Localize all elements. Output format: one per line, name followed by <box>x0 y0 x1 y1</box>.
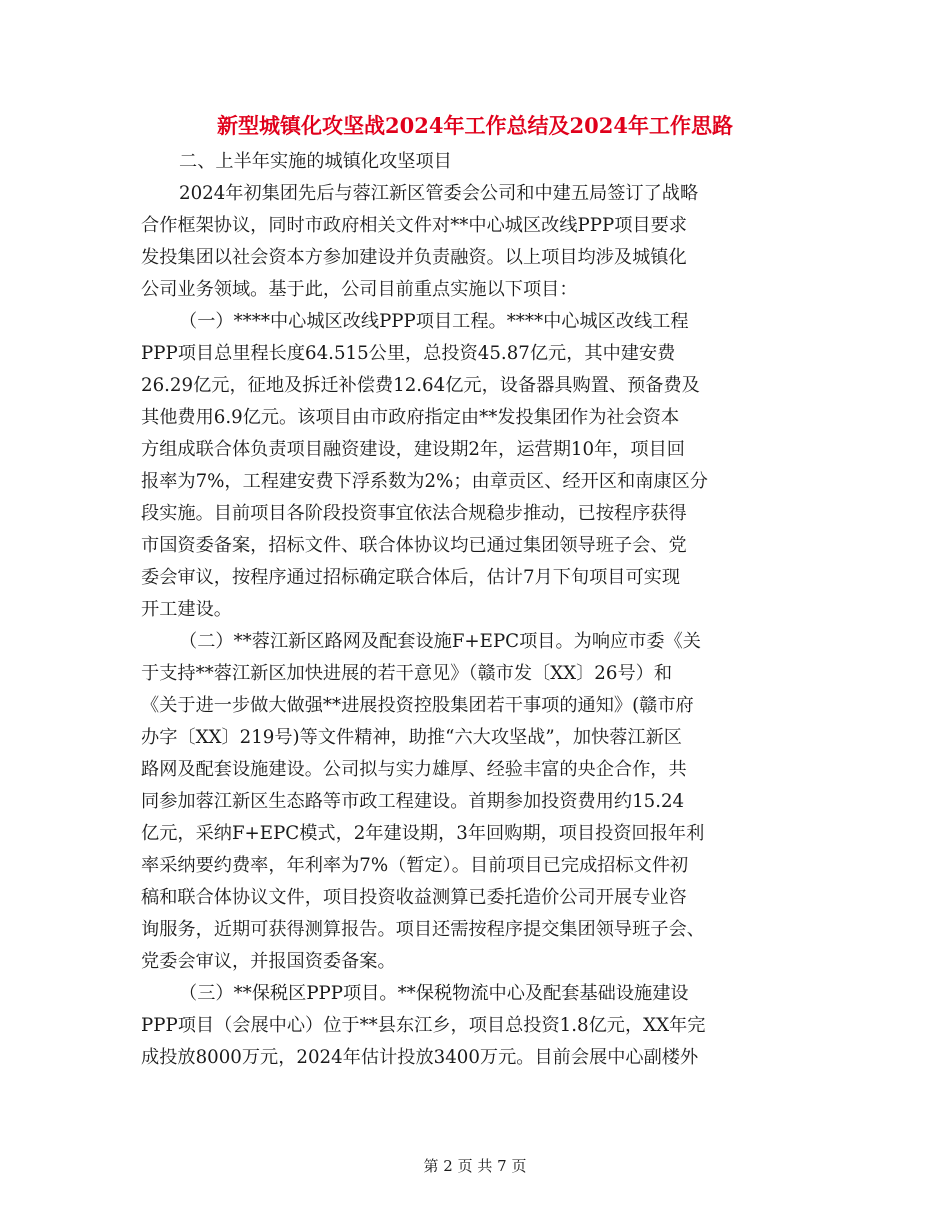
paragraph-line: （二）**蓉江新区路网及配套设施F+EPC项目。为响应市委《关 <box>179 631 701 652</box>
document-body <box>141 146 808 1074</box>
paragraph-line: （一）****中心城区改线PPP项目工程。****中心城区改线工程 <box>179 311 689 332</box>
paragraph-line: 报率为7%，工程建安费下浮系数为2%；由章贡区、经开区和南康区分 <box>141 471 708 492</box>
paragraph-line: 办字〔XX〕219号)等文件精神，助推“六大攻坚战”，加快蓉江新区 <box>141 727 682 748</box>
paragraph-line: 其他费用6.9亿元。该项目由市政府指定由**发投集团作为社会资本 <box>141 407 680 428</box>
paragraph-line: 于支持**蓉江新区加快进展的若干意见》（赣市发〔XX〕26号）和 <box>141 663 673 684</box>
document-title: 新型城镇化攻坚战2024年工作总结及2024年工作思路 <box>217 113 733 138</box>
paragraph-line: 市国资委备案，招标文件、联合体协议均已通过集团领导班子会、党 <box>141 535 687 556</box>
paragraph-line: 发投集团以社会资本方参加建设并负责融资。以上项目均涉及城镇化 <box>141 247 687 268</box>
paragraph-line: 路网及配套设施建设。公司拟与实力雄厚、经验丰富的央企合作，共 <box>141 759 687 780</box>
paragraph-line: 党委会审议，并报国资委备案。 <box>141 951 396 972</box>
paragraph-line: （三）**保税区PPP项目。**保税物流中心及配套基础设施建设 <box>179 983 689 1004</box>
paragraph-line: 率采纳要约费率，年利率为7%（暂定）。目前项目已完成招标文件初 <box>141 855 689 876</box>
paragraph-line: 亿元，采纳F+EPC模式，2年建设期，3年回购期，项目投资回报年利 <box>141 823 705 844</box>
paragraph-line: PPP项目（会展中心）位于**县东江乡，项目总投资1.8亿元，XX年完 <box>141 1015 706 1036</box>
paragraph-line: 成投放8000万元，2024年估计投放3400万元。目前会展中心副楼外 <box>141 1047 699 1068</box>
paragraph-line: 合作框架协议，同时市政府相关文件对**中心城区改线PPP项目要求 <box>141 215 687 236</box>
paragraph-line: 方组成联合体负责项目融资建设，建设期2年，运营期10年，项目回 <box>141 439 685 460</box>
paragraph-line: 段实施。目前项目各阶段投资事宜依法合规稳步推动，已按程序获得 <box>141 503 687 524</box>
paragraph-line: 稿和联合体协议文件，项目投资收益测算已委托造价公司开展专业咨 <box>141 887 687 908</box>
paragraph-line: 同参加蓉江新区生态路等市政工程建设。首期参加投资费用约15.24 <box>141 791 685 812</box>
paragraph-line: 开工建设。 <box>141 599 232 620</box>
paragraph-line: 委会审议，按程序通过招标确定联合体后，估计7月下旬项目可实现 <box>141 567 681 588</box>
section-heading: 二、上半年实施的城镇化攻坚项目 <box>179 151 452 172</box>
paragraph-line: 询服务，近期可获得测算报告。项目还需按程序提交集团领导班子会、 <box>141 919 705 940</box>
paragraph-line: 2024年初集团先后与蓉江新区管委会公司和中建五局签订了战略 <box>179 183 699 204</box>
page-number: 第 2 页 共 7 页 <box>423 1157 527 1175</box>
paragraph-line: PPP项目总里程长度64.515公里，总投资45.87亿元，其中建安费 <box>141 343 676 364</box>
paragraph-line: 公司业务领域。基于此，公司目前重点实施以下项目： <box>141 279 578 300</box>
paragraph-line: 26.29亿元，征地及拆迁补偿费12.64亿元，设备器具购置、预备费及 <box>141 375 700 396</box>
paragraph-line: 《关于进一步做大做强**进展投资控股集团若干事项的通知》(赣市府 <box>141 695 694 716</box>
